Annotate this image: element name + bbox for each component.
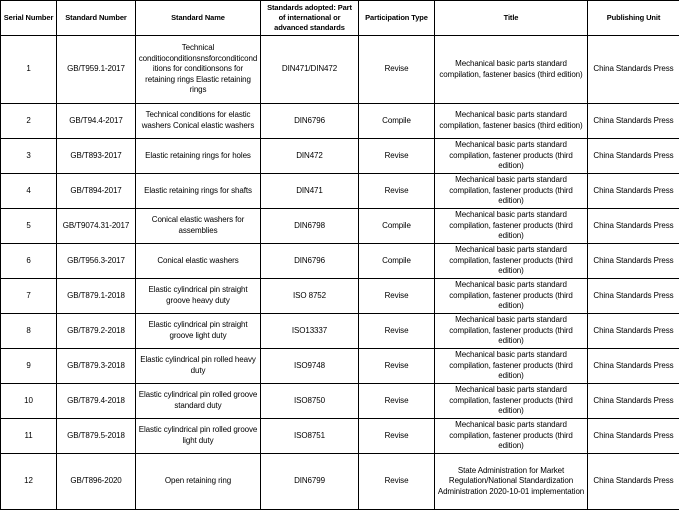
cell-adopted: DIN6796 [261,244,359,279]
cell-adopted: DIN6798 [261,209,359,244]
cell-adopted: ISO8750 [261,384,359,419]
cell-name: Elastic cylindrical pin straight groove heavy duty [136,279,261,314]
cell-serial: 6 [1,244,57,279]
table-row [1,314,679,349]
cell-title: Mechanical basic parts standard compilation, fastener products (third edition) [435,139,588,174]
cell-participation: Revise [359,279,435,314]
cell-name: Elastic cylindrical pin straight groove light duty [136,314,261,349]
cell-title: Mechanical basic parts standard compilation, fastener products (third edition) [435,349,588,384]
cell-publisher: China Standards Press [588,384,679,419]
cell-publisher: China Standards Press [588,174,679,209]
cell-number: GB/T959.1-2017 [57,36,136,104]
cell-name: Elastic cylindrical pin rolled groove light duty [136,419,261,454]
cell-serial: 12 [1,454,57,510]
cell-number: GB/T894-2017 [57,174,136,209]
cell-serial: 5 [1,209,57,244]
cell-title: Mechanical basic parts standard compilation, fastener basics (third edition) [435,104,588,139]
column-header-standard-name: Standard Name [136,1,261,36]
cell-participation: Revise [359,349,435,384]
cell-publisher: China Standards Press [588,244,679,279]
cell-serial: 8 [1,314,57,349]
cell-number: GB/T956.3-2017 [57,244,136,279]
column-header-title: Title [435,1,588,36]
column-header-participation-type: Participation Type [359,1,435,36]
column-header-serial-number: Serial Number [1,1,57,36]
cell-publisher: China Standards Press [588,139,679,174]
cell-publisher: China Standards Press [588,314,679,349]
table-row [1,244,679,279]
cell-participation: Revise [359,454,435,510]
cell-adopted: ISO 8752 [261,279,359,314]
column-header-standard-number: Standard Number [57,1,136,36]
cell-number: GB/T879.3-2018 [57,349,136,384]
cell-participation: Compile [359,244,435,279]
column-header-publishing-unit: Publishing Unit [588,1,679,36]
cell-title: Mechanical basic parts standard compilation, fastener products (third edition) [435,209,588,244]
cell-publisher: China Standards Press [588,209,679,244]
cell-participation: Compile [359,209,435,244]
table-row [1,419,679,454]
cell-adopted: DIN6796 [261,104,359,139]
cell-number: GB/T9074.31-2017 [57,209,136,244]
cell-number: GB/T896-2020 [57,454,136,510]
cell-name: Elastic retaining rings for shafts [136,174,261,209]
cell-publisher: China Standards Press [588,419,679,454]
cell-name: Elastic cylindrical pin rolled heavy duty [136,349,261,384]
table-row [1,384,679,419]
cell-name: Open retaining ring [136,454,261,510]
cell-serial: 11 [1,419,57,454]
cell-name: Conical elastic washers [136,244,261,279]
table-row [1,279,679,314]
cell-serial: 1 [1,36,57,104]
cell-name: Elastic retaining rings for holes [136,139,261,174]
cell-serial: 9 [1,349,57,384]
column-header-standards-adopted: Standards adopted: Part of international or advanced standards [261,1,359,36]
cell-serial: 10 [1,384,57,419]
cell-publisher: China Standards Press [588,454,679,510]
cell-title: Mechanical basic parts standard compilation, fastener products (third edition) [435,419,588,454]
cell-serial: 4 [1,174,57,209]
cell-adopted: DIN471 [261,174,359,209]
table-row [1,104,679,139]
cell-title: Mechanical basic parts standard compilation, fastener products (third edition) [435,174,588,209]
cell-name: Conical elastic washers for assemblies [136,209,261,244]
cell-adopted: ISO13337 [261,314,359,349]
cell-serial: 7 [1,279,57,314]
cell-name: Technical conditions for elastic washers Conical elastic washers [136,104,261,139]
table-row [1,139,679,174]
cell-adopted: ISO9748 [261,349,359,384]
cell-title: Mechanical basic parts standard compilation, fastener products (third edition) [435,314,588,349]
cell-number: GB/T879.4-2018 [57,384,136,419]
cell-title: Mechanical basic parts standard compilation, fastener products (third edition) [435,244,588,279]
cell-publisher: China Standards Press [588,104,679,139]
table-row [1,174,679,209]
table-body [1,36,679,510]
cell-number: GB/T879.5-2018 [57,419,136,454]
cell-publisher: China Standards Press [588,36,679,104]
cell-publisher: China Standards Press [588,279,679,314]
cell-adopted: ISO8751 [261,419,359,454]
table-row [1,36,679,104]
cell-number: GB/T893-2017 [57,139,136,174]
cell-participation: Revise [359,139,435,174]
cell-title: State Administration for Market Regulation/National Standardization Administration 2020-10-01 implementation [435,454,588,510]
cell-title: Mechanical basic parts standard compilation, fastener products (third edition) [435,384,588,419]
cell-adopted: DIN472 [261,139,359,174]
cell-serial: 2 [1,104,57,139]
cell-participation: Compile [359,104,435,139]
cell-number: GB/T879.2-2018 [57,314,136,349]
cell-number: GB/T94.4-2017 [57,104,136,139]
cell-participation: Revise [359,314,435,349]
cell-publisher: China Standards Press [588,349,679,384]
cell-name: Elastic cylindrical pin rolled groove standard duty [136,384,261,419]
cell-title: Mechanical basic parts standard compilation, fastener basics (third edition) [435,36,588,104]
cell-participation: Revise [359,419,435,454]
cell-number: GB/T879.1-2018 [57,279,136,314]
table-row [1,454,679,510]
cell-participation: Revise [359,174,435,209]
table-row [1,209,679,244]
table-row [1,349,679,384]
cell-adopted: DIN6799 [261,454,359,510]
cell-adopted: DIN471/DIN472 [261,36,359,104]
cell-name: Technical conditioconditionsnsforconditiconditions for conditionsons for retaining rings Elastic retaining rings [136,36,261,104]
cell-title: Mechanical basic parts standard compilation, fastener products (third edition) [435,279,588,314]
cell-participation: Revise [359,384,435,419]
cell-serial: 3 [1,139,57,174]
cell-participation: Revise [359,36,435,104]
header-row [1,1,679,36]
